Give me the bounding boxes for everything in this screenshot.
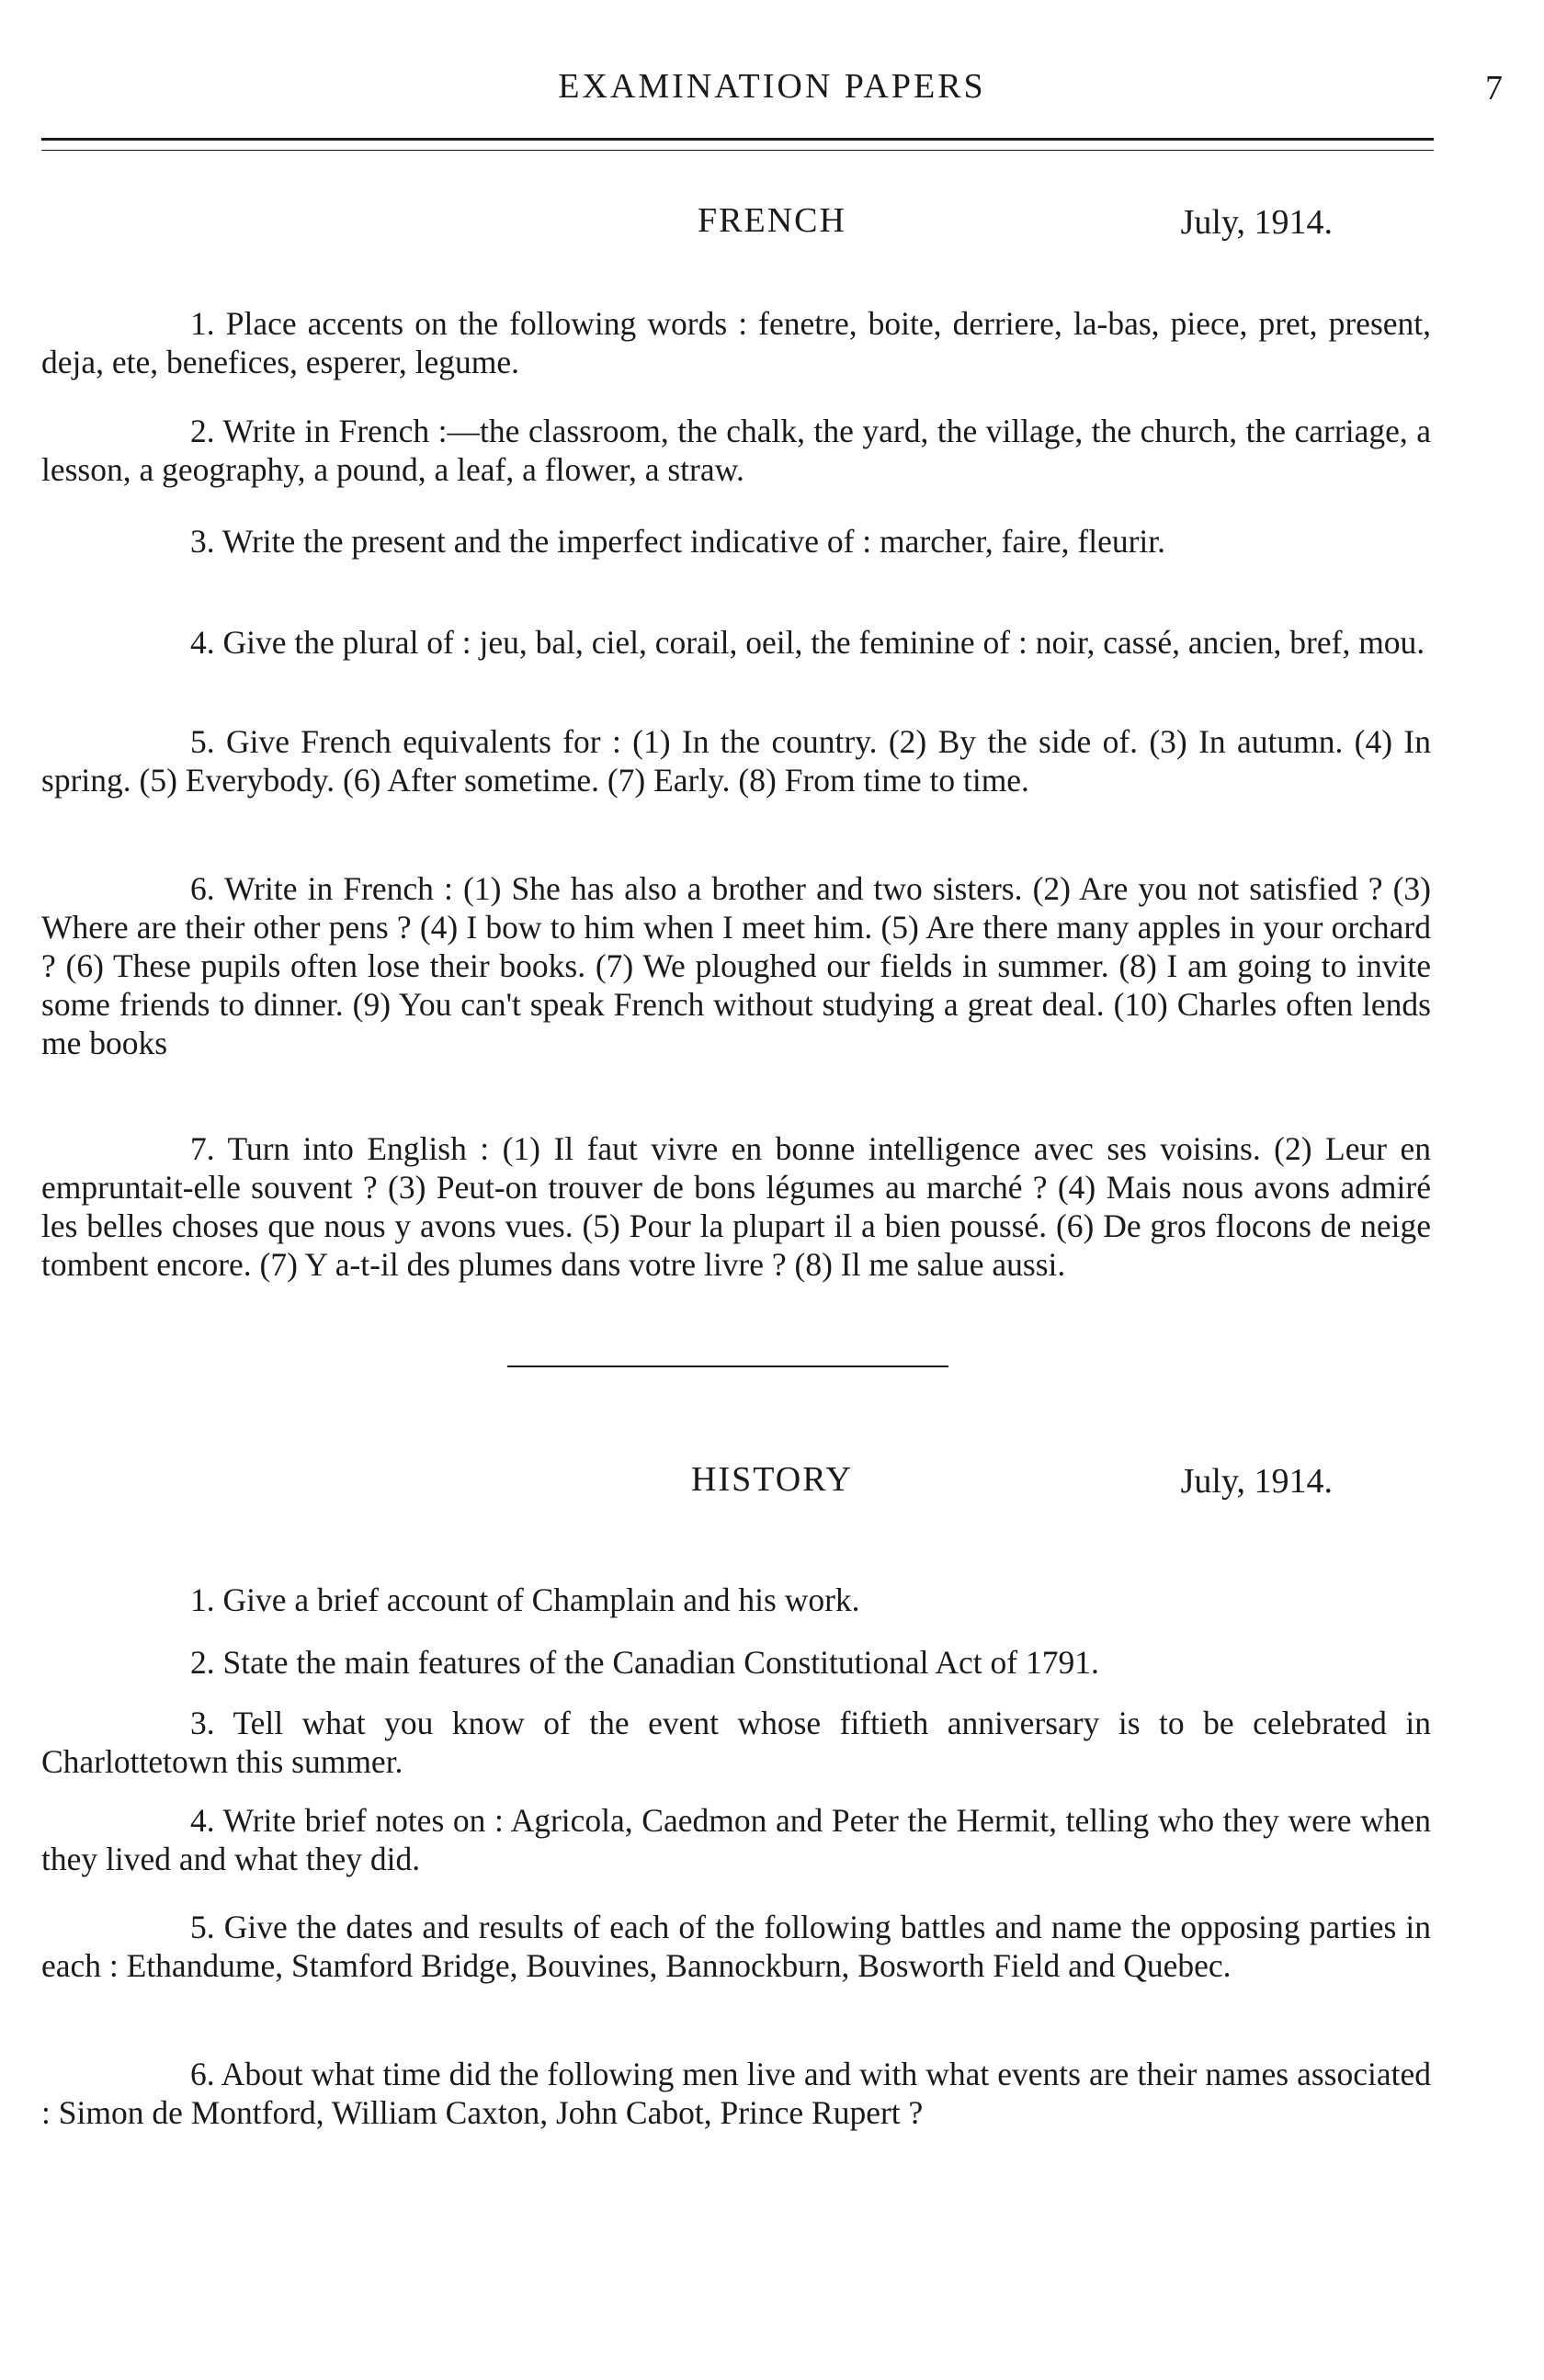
- section-divider: [507, 1366, 948, 1367]
- french-question-1: 1. Place accents on the following words : fenetre, boite, derriere, la-bas, piece, pret, present, deja, ete, benefices, esperer, legume.: [41, 304, 1431, 380]
- history-question-2: 2. State the main features of the Canadian Constitutional Act of 1791.: [190, 1643, 1099, 1681]
- history-date: July, 1914.: [1180, 1462, 1333, 1501]
- page-number: 7: [1485, 69, 1503, 108]
- history-question-5: 5. Give the dates and results of each of the following battles and name the opposing parties in each : Ethandume, Stamford Bridge, Bouvines, Bannockburn, Bosworth Field and Quebec.: [41, 1908, 1431, 1984]
- history-question-3: 3. Tell what you know of the event whose fiftieth anniversary is to be celebrated in Charlottetown this summer.: [41, 1704, 1431, 1780]
- history-question-6: 6. About what time did the following men live and with what events are their names associated : Simon de Montford, William Caxton, John Cabot, Prince Rupert ?: [41, 2055, 1431, 2131]
- french-date: July, 1914.: [1180, 203, 1333, 242]
- running-title: EXAMINATION PAPERS: [558, 67, 986, 106]
- french-question-6: 6. Write in French : (1) She has also a brother and two sisters. (2) Are you not satisfied ? (3) Where are their other pens ? (4) I bow to him when I meet him. (5) Are there many apples in your orchard ? (6) These pupils often lose their books. (7) We ploughed our fields in summer. (8) I am going to invite some friends to dinner. (9) You can't speak French without studying a great deal. (10) Charles often lends me books: [41, 869, 1431, 1061]
- history-question-4: 4. Write brief notes on : Agricola, Caedmon and Peter the Hermit, telling who they were when they lived and what they did.: [41, 1801, 1431, 1877]
- french-section-heading: [41, 200, 1503, 246]
- header-double-rule: [41, 138, 1434, 151]
- french-question-4: 4. Give the plural of : jeu, bal, ciel, corail, oeil, the feminine of : noir, cassé, ancien, bref, mou.: [190, 623, 1425, 661]
- history-section-heading: [41, 1459, 1503, 1505]
- french-question-7: 7. Turn into English : (1) Il faut vivre en bonne intelligence avec ses voisins. (2) Leur en empruntait-elle souvent ? (3) Peut-on trouver de bons légumes au marché ? (4) Mais nous avons admiré les belles choses que nous y avons vues. (5) Pour la plupart il a bien poussé. (6) De gros flocons de neige tombent encore. (7) Y a-t-il des plumes dans votre livre ? (8) Il me salue aussi.: [41, 1129, 1431, 1283]
- history-title: HISTORY: [691, 1460, 853, 1499]
- french-title: FRENCH: [698, 201, 846, 240]
- running-header: [41, 66, 1503, 121]
- french-question-3: 3. Write the present and the imperfect indicative of : marcher, faire, fleurir.: [190, 522, 1166, 560]
- french-question-2: 2. Write in French :—the classroom, the chalk, the yard, the village, the church, the carriage, a lesson, a geography, a pound, a leaf, a flower, a straw.: [41, 412, 1431, 488]
- french-question-5: 5. Give French equivalents for : (1) In the country. (2) By the side of. (3) In autumn. (4) In spring. (5) Everybody. (6) After sometime. (7) Early. (8) From time to time.: [41, 722, 1431, 799]
- history-question-1: 1. Give a brief account of Champlain and his work.: [190, 1581, 860, 1618]
